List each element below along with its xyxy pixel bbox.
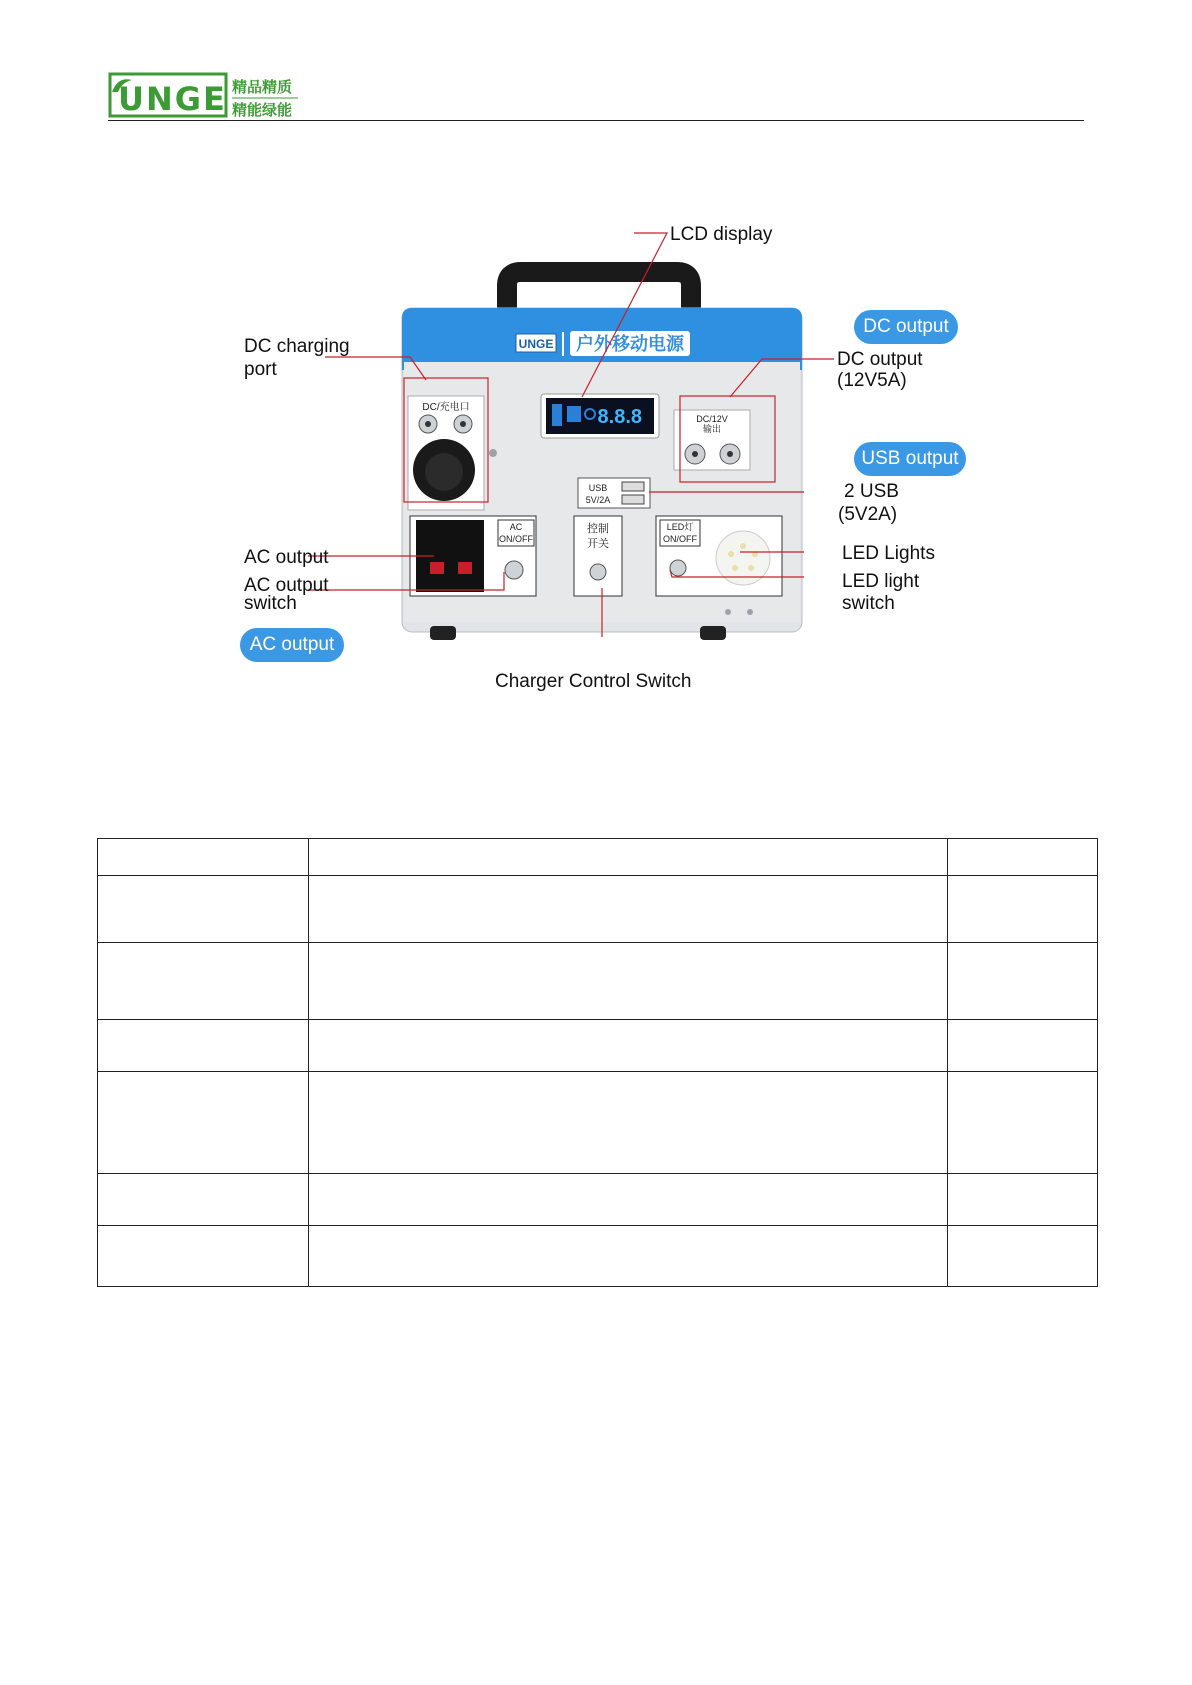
spec-table: [97, 838, 1098, 1287]
table-row: [98, 943, 1098, 1020]
usb-panel-label-2: 5V/2A: [585, 495, 611, 505]
dc-in-panel-label: DC/充电口: [422, 402, 470, 413]
label-dc-charging-port-1: DC charging: [244, 336, 350, 357]
table-cell: [948, 1174, 1098, 1226]
table-cell: [309, 1226, 948, 1287]
header-divider: [108, 120, 1084, 121]
table-row: [98, 1174, 1098, 1226]
label-usb-2: (5V2A): [838, 504, 898, 525]
control-switch-label-2: 开关: [587, 538, 609, 550]
slogan-line-1: 精品精质: [232, 78, 293, 96]
device-product-name: 户外移动电源: [576, 334, 684, 354]
table-cell: [948, 1226, 1098, 1287]
led-switch-button: [670, 560, 686, 576]
lcd-digits: 8.8.8: [597, 406, 642, 428]
table-row: [98, 876, 1098, 943]
table-cell: [98, 1226, 309, 1287]
table-row: [98, 1020, 1098, 1072]
carry-handle: [507, 272, 691, 308]
table-cell: [309, 1020, 948, 1072]
device-foot: [430, 626, 456, 640]
table-cell: [309, 1072, 948, 1174]
ac-switch-label-1: AC: [509, 522, 523, 532]
logo-text: UNGE: [118, 80, 227, 118]
ac-switch-button: [505, 561, 523, 579]
label-led-switch-2: switch: [842, 593, 895, 614]
pill-ac-output: AC output: [240, 628, 344, 662]
label-charger-control-switch: Charger Control Switch: [495, 671, 692, 692]
label-ac-switch-1: AC output: [244, 575, 329, 596]
slogan-line-2: 精能绿能: [232, 101, 293, 119]
table-cell: [309, 839, 948, 876]
pill-dc-output: DC output: [854, 310, 958, 344]
table-cell: [98, 943, 309, 1020]
control-switch-label-1: 控制: [587, 523, 609, 535]
usb-panel-label-1: USB: [588, 483, 608, 493]
table-cell: [309, 943, 948, 1020]
table-row: [98, 839, 1098, 876]
table-cell: [948, 1020, 1098, 1072]
device-brand-label: UNGE: [518, 337, 554, 351]
table-cell: [309, 876, 948, 943]
dc-out-sub-label: 输出: [702, 424, 722, 434]
label-led-lights: LED Lights: [842, 543, 935, 564]
pill-usb-output: USB output: [854, 442, 966, 476]
table-cell: [98, 1020, 309, 1072]
table-cell: [948, 943, 1098, 1020]
label-dc-charging-port-2: port: [244, 359, 277, 380]
label-lcd-display: LCD display: [670, 224, 773, 245]
table-cell: [309, 1174, 948, 1226]
table-cell: [948, 839, 1098, 876]
ac-switch-label-2: ON/OFF: [499, 534, 533, 544]
led-switch-label-2: ON/OFF: [663, 534, 697, 544]
label-dc-output-1: DC output: [837, 349, 923, 370]
table-cell: [98, 876, 309, 943]
label-dc-output-2: (12V5A): [837, 370, 907, 391]
table-row: [98, 1072, 1098, 1174]
label-ac-switch-2: switch: [244, 593, 297, 614]
table-cell: [948, 1072, 1098, 1174]
label-usb-1: 2 USB: [844, 481, 899, 502]
table-cell: [98, 1174, 309, 1226]
table-cell: [948, 876, 1098, 943]
table-row: [98, 1226, 1098, 1287]
table-cell: [98, 839, 309, 876]
control-switch-button: [590, 564, 606, 580]
led-switch-label-1: LED灯: [666, 522, 694, 532]
company-logo: [108, 70, 300, 120]
product-diagram: [230, 210, 990, 710]
label-led-switch-1: LED light: [842, 571, 920, 592]
table-cell: [98, 1072, 309, 1174]
label-ac-output: AC output: [244, 547, 329, 568]
dc-out-panel-label: DC/12V: [696, 414, 728, 424]
device-foot: [700, 626, 726, 640]
